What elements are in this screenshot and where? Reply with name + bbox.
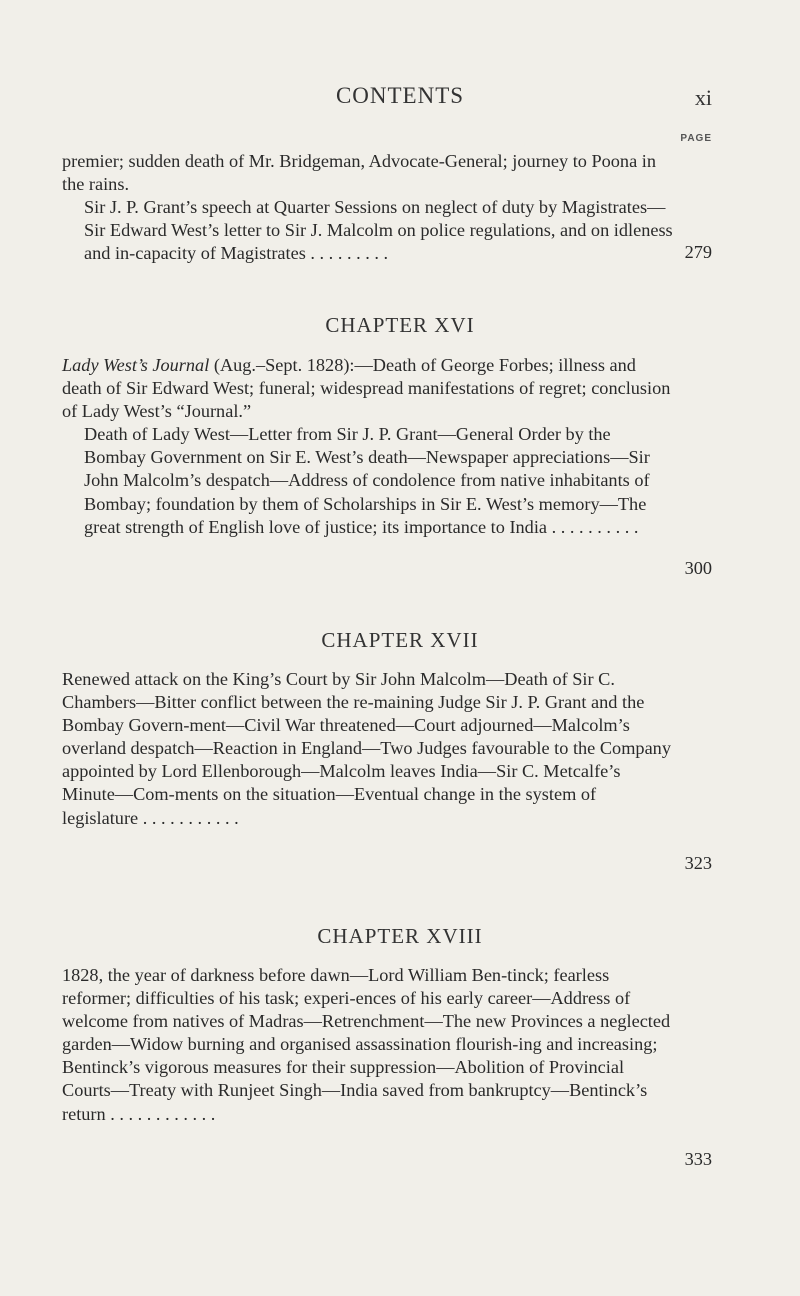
journal-title: Lady West’s Journal	[62, 355, 210, 375]
toc-entry-continuation	[62, 150, 674, 265]
page-column-label: PAGE	[680, 133, 712, 144]
toc-entry-chapter-16	[62, 354, 674, 539]
entry-text	[62, 354, 674, 423]
page-number: 279	[684, 242, 712, 262]
entry-text: Renewed attack on the King’s Court by Sir John Malcolm—Death of Sir C. Chambers—Bitter conflict between the re-maining Judge Sir J. P. Grant and the Bombay Govern-ment—Civil War threatened—Court adjourned—Malcolm’s overland despatch—Reaction in England—Two Judges favourable to the Company appointed by Lord Ellenborough—Malcolm leaves India—Sir C. Metcalfe’s Minute—Com-ments on the situation—Eventual change in the system of legislature . . . . . . . . . . .	[62, 669, 671, 828]
entry-text-lead: (Aug.–Sept. 1828):—Death of George Forbes; illness and death of Sir Edward West; funeral; widespread manifestations of regret; conclusion of Lady West’s “Journal.”	[62, 355, 671, 422]
folio-number: xi	[694, 85, 712, 110]
entry-text: 1828, the year of darkness before dawn—Lord William Ben-tinck; fearless reformer; difficulties of his task; experi-ences of his early career—Address of welcome from natives of Madras—Retrenchment—The new Provinces a neglected garden—Widow burning and organised assassination flourish-ing and increasing; Bentinck’s vigorous measures for their suppression—Abolition of Provincial Courts—Treaty with Runjeet Singh—India saved from bankruptcy—Bentinck’s return . . . . . . . . . . . .	[62, 965, 671, 1124]
page-title: CONTENTS	[335, 83, 465, 108]
toc-entry-chapter-18	[62, 964, 674, 1126]
running-header	[0, 83, 800, 113]
chapter-heading: CHAPTER XVIII	[317, 924, 483, 948]
entry-text: premier; sudden death of Mr. Bridgeman, Advocate-General; journey to Poona in the rains.	[62, 151, 656, 195]
page-number: 323	[684, 853, 712, 873]
toc-entry-chapter-17	[62, 668, 674, 830]
page-number: 333	[684, 1149, 712, 1169]
entry-text: Death of Lady West—Letter from Sir J. P. Grant—General Order by the Bombay Government on Sir E. West’s death—Newspaper appreciations—Sir John Malcolm’s despatch—Address of condolence from native inhabitants of Bombay; foundation by them of Scholarships in Sir E. West’s memory—The great strength of English love of justice; its importance to India . . . . . . . . . .	[84, 424, 650, 537]
chapter-heading: CHAPTER XVII	[321, 628, 479, 652]
entry-text: Sir J. P. Grant’s speech at Quarter Sessions on neglect of duty by Magistrates—Sir Edward West’s letter to Sir J. Malcolm on police regulations, and on idleness and in-capacity of Magistrates . . . . . . . . .	[84, 197, 673, 264]
chapter-heading: CHAPTER XVI	[325, 313, 475, 337]
page-number: 300	[684, 558, 712, 578]
